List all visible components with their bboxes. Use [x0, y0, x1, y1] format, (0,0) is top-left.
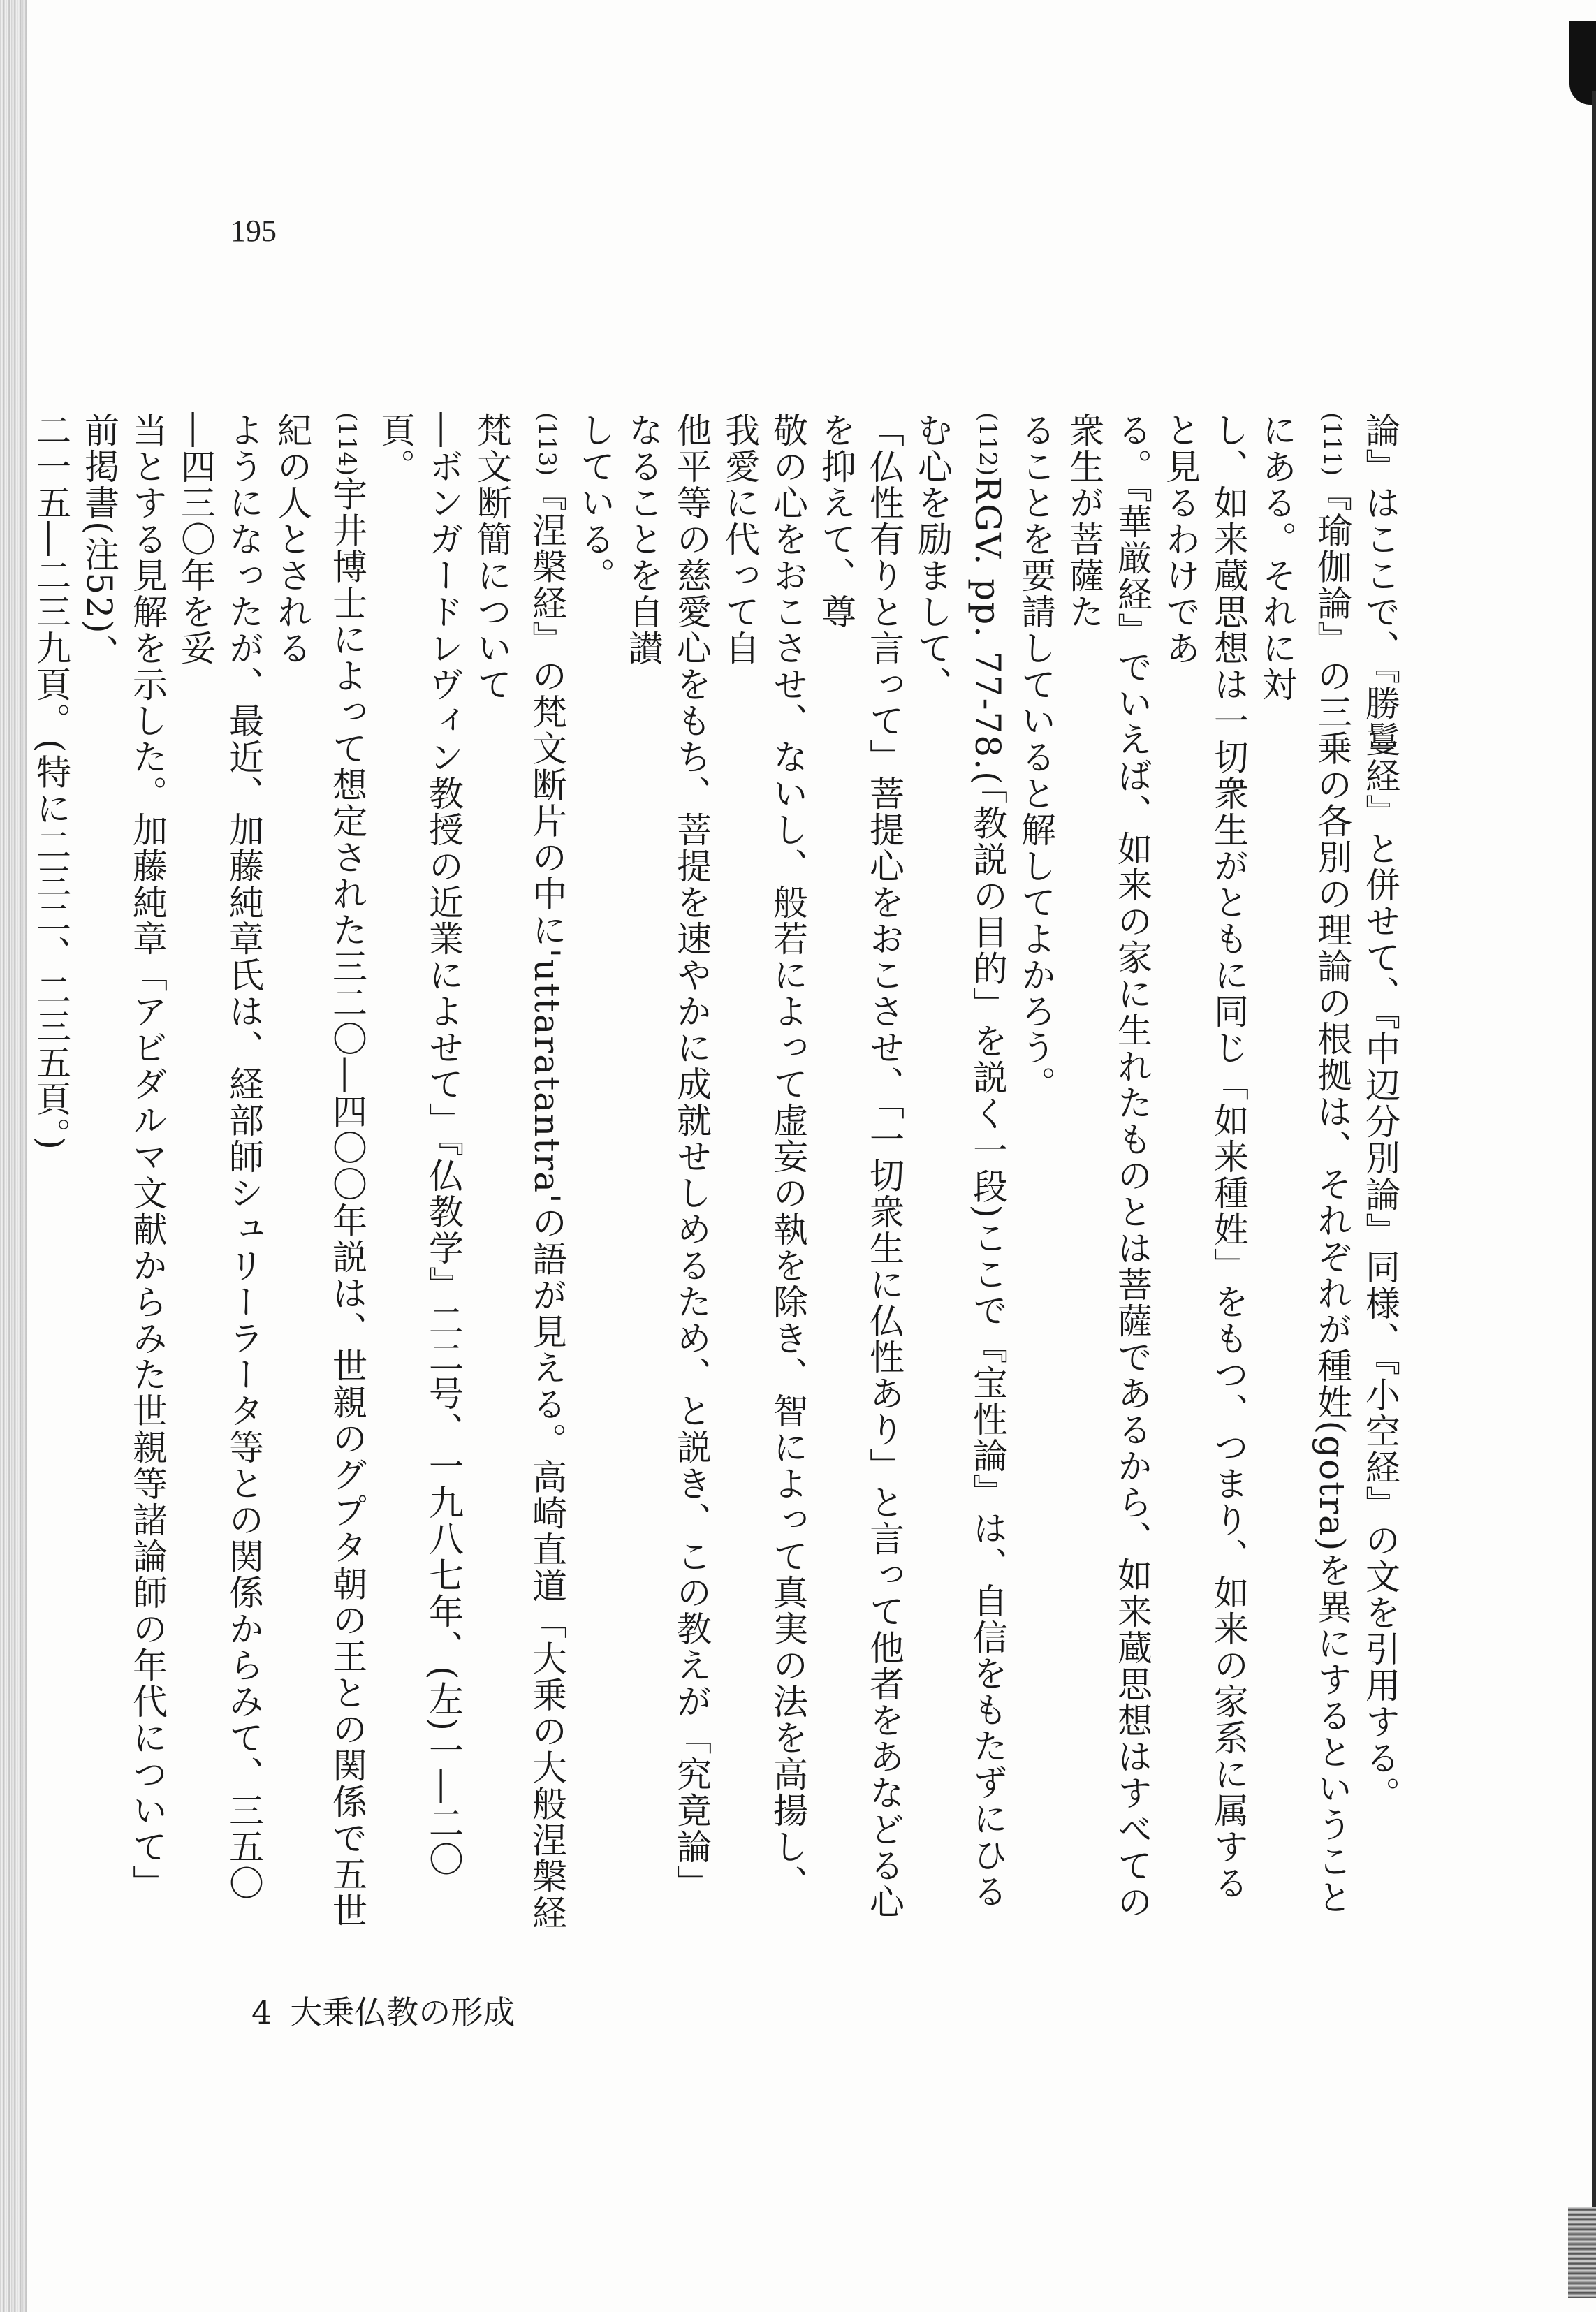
note-114	[27, 412, 371, 1935]
note-line	[1252, 412, 1356, 1935]
note-line: している。	[575, 412, 615, 594]
note-line: 他平等の慈愛心をもち、菩提を速やかに成就せしめるため、と説き、この教えが「究竟論」なることを自讃	[623, 412, 712, 1901]
note-line: ―ボンガードレヴィン教授の近業によせて」『仏教学』二二号、一九八七年、(左)一―二〇頁。	[375, 412, 464, 1878]
chapter-number: 4	[251, 1993, 272, 2031]
note-line	[467, 412, 571, 1935]
note-line: 敬の心をおこさせ、ないし、般若によって虚妄の執を除き、智によって真実の法を高揚し、我愛に代って自	[719, 412, 808, 1901]
chapter-title: 大乗仏教の形成	[290, 1993, 515, 2031]
page-number: 195	[230, 214, 277, 248]
continuation-paragraph	[1356, 412, 1404, 1935]
notes-body	[27, 412, 1404, 1935]
note-line: 二一五―二三九頁。(特に二三二、二三五頁。)	[31, 412, 71, 1152]
note-112	[571, 412, 1011, 1935]
book-spine-edge	[0, 0, 27, 2312]
note-line	[908, 412, 1011, 1935]
note-111	[1011, 412, 1356, 1935]
chapter-footer	[251, 1987, 515, 2033]
note-line	[268, 412, 371, 1935]
note-marker: (114)	[333, 412, 361, 476]
note-marker: (111)	[1318, 412, 1346, 476]
note-line: し、如来蔵思想は一切衆生がともに同じ「如来種姓」をもつ、つまり、如来の家系に属すると見るわけであ	[1160, 412, 1249, 1901]
note-line: ようになったが、最近、加藤純章氏は、経部師シュリーラータ等との関係からみて、三五〇―四三〇年を妥	[175, 412, 264, 1901]
note-line: ることを要請していると解してよかろう。	[1016, 412, 1056, 1102]
page-corner-bottom-shadow	[1568, 2207, 1596, 2298]
note-113	[371, 412, 571, 1935]
note-line-text: RGV. pp. 77-78.(「教説の目的」を説く一段)ここで『宝性論』は、自信をもたずにひるむ心を励まして、	[912, 412, 1008, 1910]
note-marker: (112)	[974, 412, 1002, 476]
note-line-text: 『瑜伽論』の三乗の各別の理論の根拠は、それぞれが種姓(gotra)を異にするということにある。それに対	[1257, 412, 1352, 1916]
note-line-text: 『涅槃経』の梵文断片の中に'uttaratantra'の語が見える。高崎直道「大乗の大般涅槃経梵文断簡について	[471, 412, 567, 1931]
note-line: 「仏性有りと言って」菩提心をおこさせ、「一切衆生に仏性あり」と言って他者をあなどる心を抑えて、尊	[816, 412, 905, 1920]
continuation-line: 論』はここで、『勝鬘経』と併せて、『中辺分別論』同様、『小空経』の文を引用する。	[1360, 412, 1400, 1813]
note-line-text: 宇井博士によって想定された三二〇―四〇〇年説は、世親のグプタ朝の王との関係で五世紀の人とされる	[272, 412, 367, 1929]
note-line: る。『華厳経』でいえば、如来の家に生れたものとは菩薩であるから、如来蔵思想はすべての衆生が菩薩た	[1064, 412, 1152, 1920]
note-line: 当とする見解を示した。加藤純章「アビダルマ文献からみた世親等諸論師の年代について」前掲書(注52)、	[79, 412, 168, 1901]
note-marker: (113)	[533, 412, 561, 476]
page-edge-shadow	[1592, 91, 1596, 2291]
